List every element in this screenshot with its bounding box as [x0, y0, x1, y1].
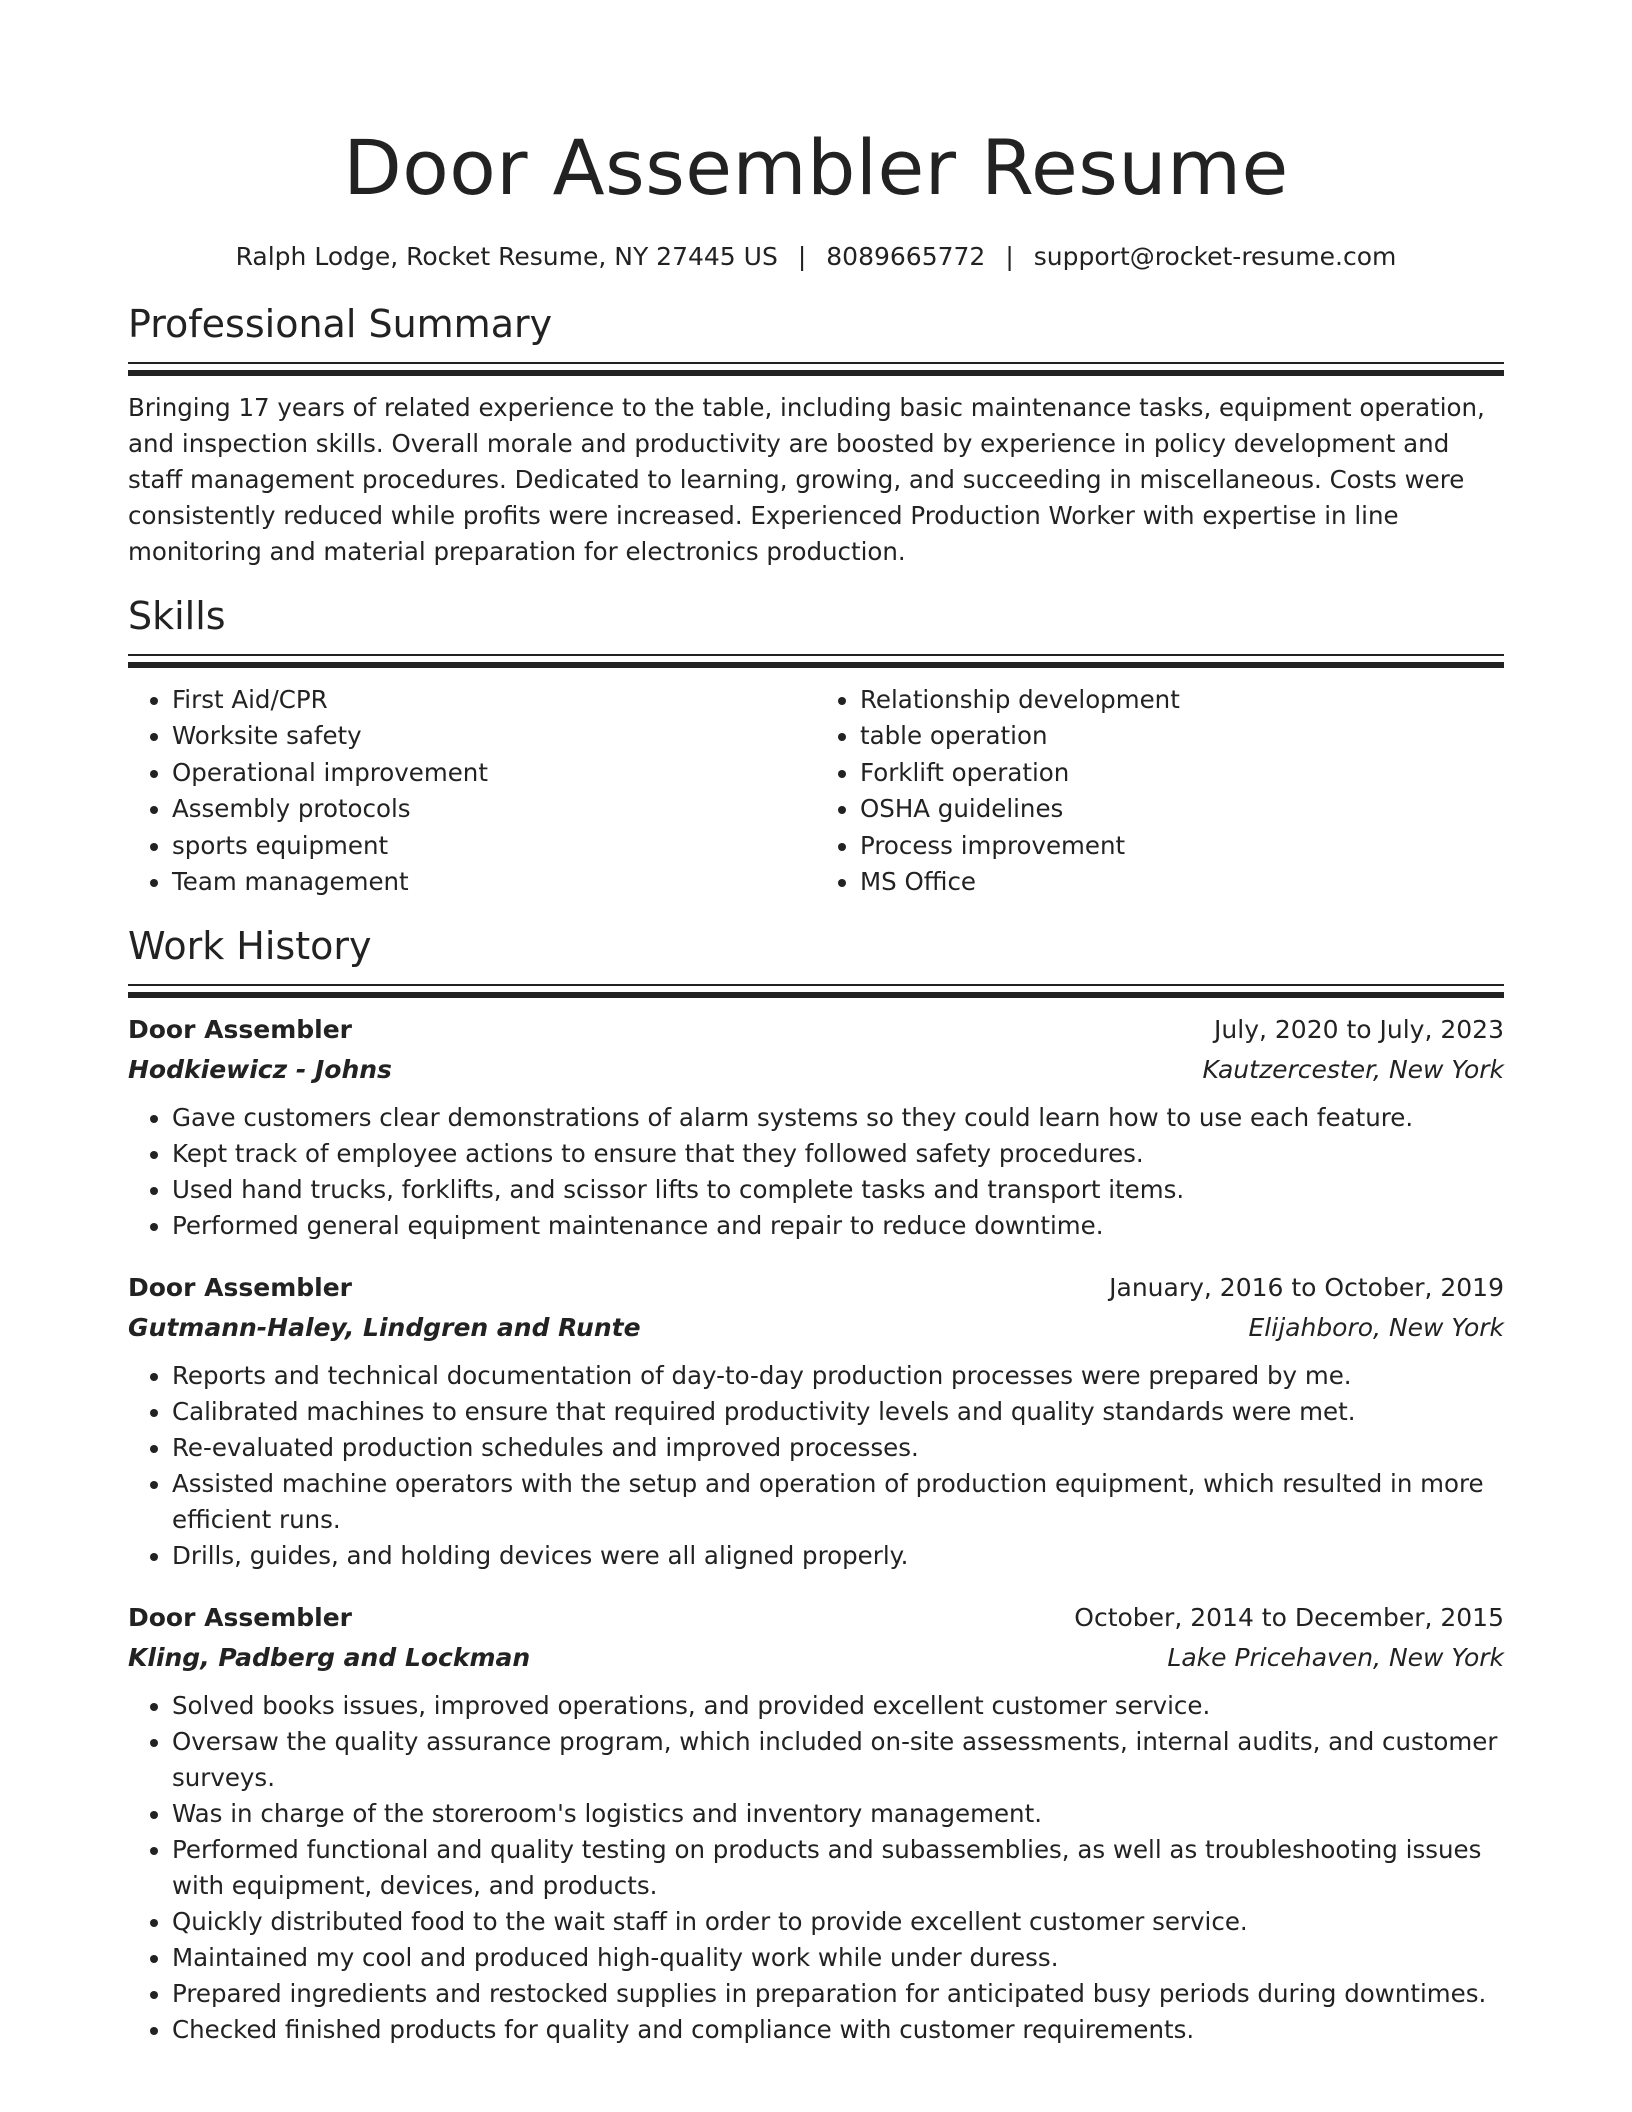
job-entry: [128, 1268, 1504, 1574]
summary-text: Bringing 17 years of related experience to the table, including basic maintenance tasks, equipment operation, and inspection skills. Overall morale and productivity are boosted by experience in policy development and staff management procedures. Dedicated to learning, growing, and succeeding in miscellaneous. Costs were consistently reduced while profits were increased. Experienced Production Worker with expertise in line monitoring and material preparation for electronics production.: [128, 393, 1485, 566]
job-bullet: • Was in charge of the storeroom's logistics and inventory management.: [172, 1796, 1504, 1832]
skills-section: [128, 592, 1504, 900]
contact-separator: |: [1005, 242, 1014, 271]
job-bullet-list: [128, 1688, 1504, 2048]
job-bullet: • Performed functional and quality testing on products and subassemblies, as well as troubleshooting issues with equipment, devices, and products.: [172, 1832, 1504, 1904]
job-bullet: • Kept track of employee actions to ensure that they followed safety procedures.: [172, 1136, 1504, 1172]
job-company-row: [128, 1308, 1504, 1348]
job-company: Hodkiewicz - Johns: [128, 1055, 392, 1085]
job-title: Door Assembler: [128, 1603, 352, 1633]
job-company-row: [128, 1050, 1504, 1090]
job-location: Kautzercester, New York: [1202, 1055, 1504, 1085]
job-entry: [128, 1598, 1504, 2048]
job-header-row: [128, 1598, 1504, 1638]
skill-item: • Operational improvement: [172, 755, 816, 791]
skill-item: • First Aid/CPR: [172, 682, 816, 718]
job-bullet: • Maintained my cool and produced high-quality work while under duress.: [172, 1940, 1504, 1976]
job-bullet-list: [128, 1100, 1504, 1244]
skill-item: • Relationship development: [860, 682, 1504, 718]
job-header-row: [128, 1010, 1504, 1050]
contact-phone: 8089665772: [826, 242, 986, 271]
job-bullet: • Reports and technical documentation of day-to-day production processes were prepared by me.: [172, 1358, 1504, 1394]
skill-item: • MS Office: [860, 864, 1504, 900]
job-bullet: • Gave customers clear demonstrations of alarm systems so they could learn how to use each feature.: [172, 1100, 1504, 1136]
job-title: Door Assembler: [128, 1015, 352, 1045]
job-dates: October, 2014 to December, 2015: [1074, 1603, 1504, 1633]
job-dates: July, 2020 to July, 2023: [1214, 1015, 1504, 1045]
contact-separator: |: [797, 242, 807, 271]
section-divider: [128, 654, 1504, 668]
summary-section: [128, 300, 1504, 570]
job-header-row: [128, 1268, 1504, 1308]
section-divider: [128, 984, 1504, 998]
work-history-section: [128, 922, 1504, 2048]
skill-item: • Worksite safety: [172, 718, 816, 754]
skill-item: • OSHA guidelines: [860, 791, 1504, 827]
job-dates: January, 2016 to October, 2019: [1109, 1273, 1504, 1303]
job-bullet: • Prepared ingredients and restocked supplies in preparation for anticipated busy periods during downtimes.: [172, 1976, 1504, 2012]
job-bullet-list: [128, 1358, 1504, 1574]
work-history-heading: Work History: [128, 924, 372, 969]
section-divider: [128, 362, 1504, 376]
job-location: Elijahboro, New York: [1248, 1313, 1504, 1343]
summary-heading: Professional Summary: [128, 302, 553, 346]
skills-list-left: [128, 682, 816, 900]
job-bullet: • Oversaw the quality assurance program, which included on-site assessments, internal audits, and customer surveys.: [172, 1724, 1504, 1796]
contact-name-address: Ralph Lodge, Rocket Resume, NY 27445 US: [235, 242, 778, 271]
skill-item: • Process improvement: [860, 828, 1504, 864]
job-bullet: • Checked finished products for quality and compliance with customer requirements.: [172, 2012, 1504, 2048]
skills-grid: [128, 682, 1504, 900]
contact-line: [128, 240, 1504, 274]
job-bullet: • Quickly distributed food to the wait staff in order to provide excellent customer service.: [172, 1904, 1504, 1940]
job-bullet: • Calibrated machines to ensure that required productivity levels and quality standards were met.: [172, 1394, 1504, 1430]
resume-title: Door Assembler Resume: [343, 123, 1289, 212]
skill-item: • Assembly protocols: [172, 791, 816, 827]
job-company-row: [128, 1638, 1504, 1678]
job-bullet: • Assisted machine operators with the setup and operation of production equipment, which resulted in more efficient runs.: [172, 1466, 1504, 1538]
job-entry: [128, 1010, 1504, 1244]
skill-item: • Forklift operation: [860, 755, 1504, 791]
job-company: Gutmann-Haley, Lindgren and Runte: [128, 1313, 641, 1343]
skills-list-right: [816, 682, 1504, 900]
job-bullet: • Performed general equipment maintenance and repair to reduce downtime.: [172, 1208, 1504, 1244]
skill-item: • Team management: [172, 864, 816, 900]
skills-heading: Skills: [128, 594, 226, 638]
job-location: Lake Pricehaven, New York: [1167, 1643, 1504, 1673]
job-company: Kling, Padberg and Lockman: [128, 1643, 531, 1673]
job-title: Door Assembler: [128, 1273, 352, 1303]
skill-item: • table operation: [860, 718, 1504, 754]
job-bullet: • Solved books issues, improved operations, and provided excellent customer service.: [172, 1688, 1504, 1724]
job-bullet: • Used hand trucks, forklifts, and scissor lifts to complete tasks and transport items.: [172, 1172, 1504, 1208]
skill-item: • sports equipment: [172, 828, 816, 864]
job-bullet: • Drills, guides, and holding devices were all aligned properly.: [172, 1538, 1504, 1574]
contact-email: support@rocket-resume.com: [1033, 242, 1397, 271]
job-bullet: • Re-evaluated production schedules and improved processes.: [172, 1430, 1504, 1466]
